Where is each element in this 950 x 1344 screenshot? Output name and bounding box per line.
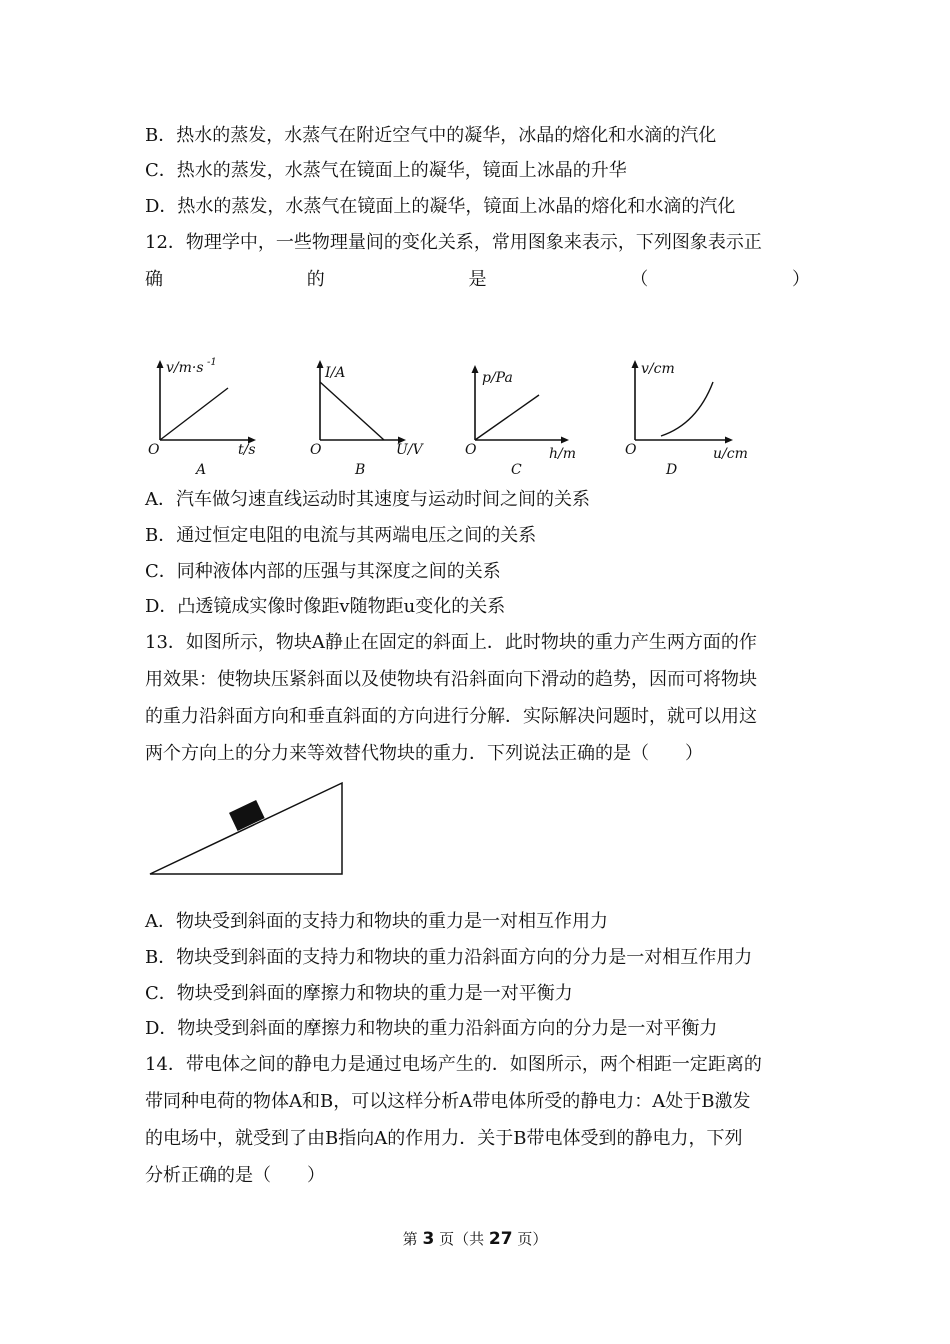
- graph-c-ylabel: p/Pa: [482, 370, 513, 386]
- graph-a-ylabel-sup: -1: [207, 357, 217, 368]
- q13-option-d: D．物块受到斜面的摩擦力和物块的重力沿斜面方向的分力是一对平衡力: [145, 1018, 718, 1039]
- footer-middle: 页（共: [439, 1230, 485, 1248]
- graph-c: [455, 350, 585, 480]
- graph-b-origin: O: [310, 442, 322, 458]
- graph-c-caption: C: [511, 462, 522, 478]
- graph-c-origin: O: [465, 442, 477, 458]
- q14-stem-line3: 的电场中，就受到了由B指向A的作用力．关于B带电体受到的静电力，下列: [145, 1128, 743, 1149]
- graph-b: [300, 350, 430, 480]
- q11-option-d: D．热水的蒸发，水蒸气在镜面上的凝华，镜面上冰晶的熔化和水滴的汽化: [145, 196, 736, 217]
- graph-d-ylabel: v/cm: [641, 361, 675, 377]
- graph-b-caption: B: [355, 462, 366, 478]
- q13-stem-line1: 13．如图所示，物块A静止在固定的斜面上．此时物块的重力产生两方面的作: [145, 632, 757, 653]
- q12-option-a: A．汽车做匀速直线运动时其速度与运动时间之间的关系: [145, 489, 590, 510]
- graph-d: [615, 350, 750, 480]
- q12-option-b: B．通过恒定电阻的电流与其两端电压之间的关系: [145, 525, 537, 546]
- graph-a-caption: A: [196, 462, 207, 478]
- graph-a-origin: O: [148, 442, 160, 458]
- graph-c-xlabel: h/m: [549, 446, 577, 462]
- q13-stem-line2: 用效果：使物块压紧斜面以及使物块有沿斜面向下滑动的趋势，因而可将物块: [145, 669, 757, 690]
- footer-total-pages: 27: [488, 1229, 513, 1249]
- q12-stem-line1: 12．物理学中，一些物理量间的变化关系，常用图象来表示，下列图象表示正: [145, 232, 762, 253]
- q12-stem-char: 的: [306, 269, 325, 290]
- q12-option-d: D．凸透镜成实像时像距v随物距u变化的关系: [145, 596, 506, 617]
- q13-stem-line4: 两个方向上的分力来等效替代物块的重力．下列说法正确的是（ ）: [145, 743, 703, 764]
- graph-d-caption: D: [666, 462, 678, 478]
- graph-a: [140, 350, 270, 480]
- footer-page-number: 3: [422, 1229, 435, 1249]
- graph-a-ylabel: v/m·s: [166, 360, 204, 376]
- q14-stem-line4: 分析正确的是（ ）: [145, 1165, 325, 1186]
- q12-option-c: C．同种液体内部的压强与其深度之间的关系: [145, 561, 501, 582]
- footer-suffix: 页）: [517, 1230, 548, 1248]
- q12-stem-char: 是: [468, 269, 487, 290]
- q13-option-c: C．物块受到斜面的摩擦力和物块的重力是一对平衡力: [145, 983, 573, 1004]
- q12-stem-char: ）: [792, 269, 810, 290]
- incline-figure: [140, 775, 355, 889]
- q11-option-b: B．热水的蒸发，水蒸气在附近空气中的凝华，冰晶的熔化和水滴的汽化: [145, 125, 717, 146]
- footer-prefix: 第: [402, 1230, 418, 1248]
- q13-option-b: B．物块受到斜面的支持力和物块的重力沿斜面方向的分力是一对相互作用力: [145, 947, 753, 968]
- q12-stem-char: （: [630, 269, 649, 290]
- graph-d-xlabel: u/cm: [713, 446, 748, 462]
- q12-stem-char: 确: [145, 269, 163, 290]
- q14-stem-line2: 带同种电荷的物体A和B，可以这样分析A带电体所受的静电力：A处于B激发: [145, 1091, 751, 1112]
- q14-stem-line1: 14．带电体之间的静电力是通过电场产生的．如图所示，两个相距一定距离的: [145, 1054, 762, 1075]
- q13-stem-line3: 的重力沿斜面方向和垂直斜面的方向进行分解．实际解决问题时，就可以用这: [145, 706, 757, 727]
- q11-option-c: C．热水的蒸发，水蒸气在镜面上的凝华，镜面上冰晶的升华: [145, 160, 627, 181]
- q12-stem-line2: [145, 268, 810, 292]
- graph-a-xlabel: t/s: [238, 442, 256, 458]
- graph-b-ylabel: I/A: [325, 365, 346, 381]
- graph-b-xlabel: U/V: [396, 442, 423, 458]
- page-footer: [0, 1228, 950, 1249]
- block-a: [229, 800, 265, 831]
- graph-d-origin: O: [625, 442, 637, 458]
- q13-option-a: A．物块受到斜面的支持力和物块的重力是一对相互作用力: [145, 911, 608, 932]
